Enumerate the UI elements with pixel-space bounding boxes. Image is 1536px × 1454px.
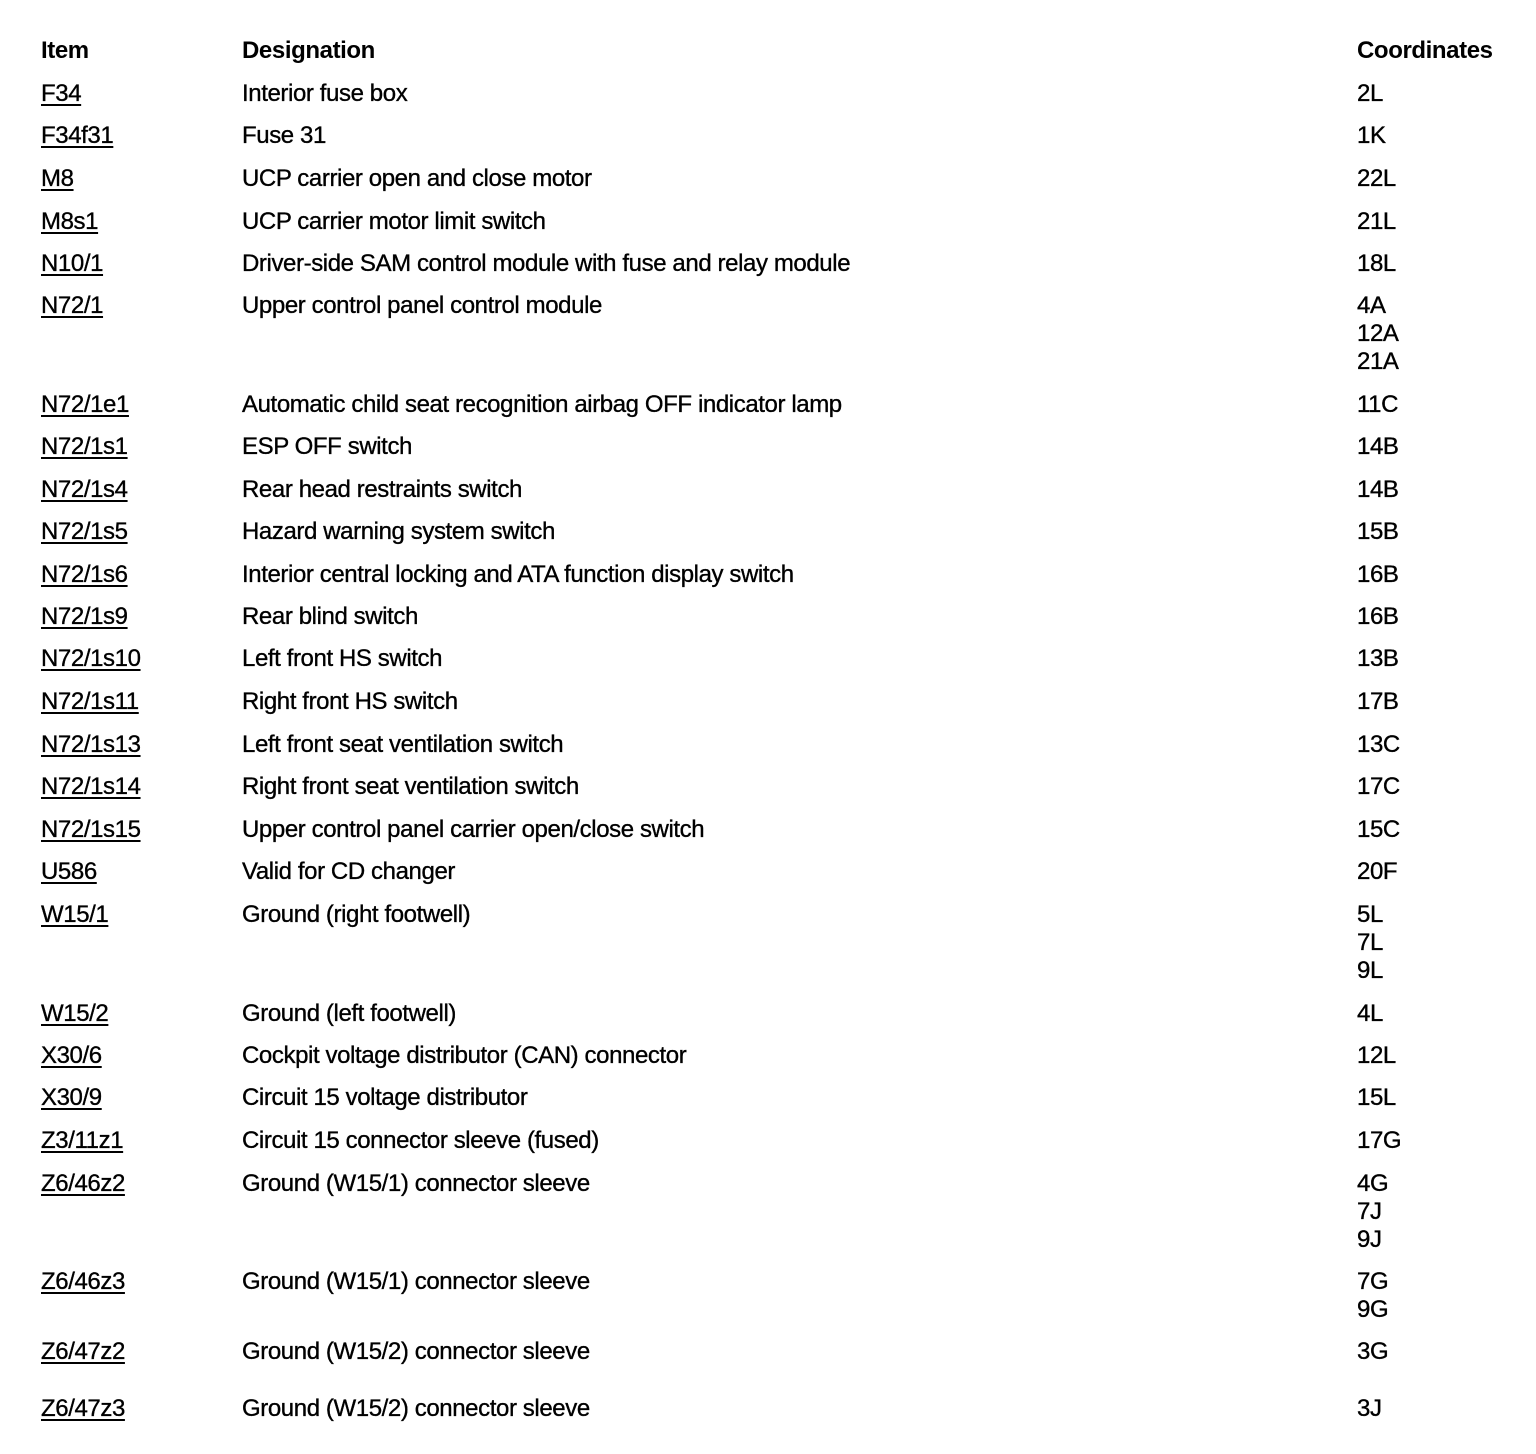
- coordinates-cell: [1357, 901, 1383, 985]
- header-coordinates: Coordinates: [1357, 37, 1493, 64]
- item-cell: [41, 1000, 108, 1028]
- designation-cell: Ground (right footwell): [242, 901, 471, 928]
- item-cell: [41, 858, 97, 886]
- coordinates-cell: [1357, 250, 1396, 278]
- coordinate-value: 2L: [1357, 80, 1383, 107]
- item-link[interactable]: N72/1s10: [41, 645, 141, 672]
- designation-cell: Driver-side SAM control module with fuse and relay module: [242, 250, 851, 277]
- designation-cell: Ground (left footwell): [242, 1000, 456, 1027]
- designation-cell: Right front seat ventilation switch: [242, 773, 579, 800]
- coordinates-cell: [1357, 80, 1383, 108]
- item-link[interactable]: W15/2: [41, 1000, 109, 1027]
- designation-cell: Automatic child seat recognition airbag OFF indicator lamp: [242, 391, 842, 418]
- coordinate-value: 17C: [1357, 773, 1400, 800]
- coordinates-cell: [1357, 816, 1400, 844]
- designation-cell: Left front seat ventilation switch: [242, 731, 564, 758]
- item-cell: [41, 391, 129, 419]
- item-cell: [41, 165, 74, 193]
- item-link[interactable]: N72/1s1: [41, 433, 128, 460]
- item-link[interactable]: M8s1: [41, 208, 99, 235]
- coordinate-value: 13B: [1357, 645, 1399, 672]
- item-link[interactable]: N72/1s11: [41, 688, 139, 715]
- coordinates-cell: [1357, 476, 1399, 504]
- coordinate-value: 12A: [1357, 320, 1399, 347]
- item-link[interactable]: Z6/47z3: [41, 1395, 125, 1422]
- coordinates-cell: [1357, 292, 1399, 376]
- coordinate-value: 1K: [1357, 122, 1386, 149]
- item-cell: [41, 80, 81, 108]
- item-cell: [41, 1268, 125, 1296]
- coordinate-value: 4G: [1357, 1170, 1389, 1197]
- designation-cell: Fuse 31: [242, 122, 326, 149]
- item-link[interactable]: Z6/46z3: [41, 1268, 125, 1295]
- designation-cell: Ground (W15/2) connector sleeve: [242, 1395, 590, 1422]
- item-link[interactable]: N72/1s4: [41, 476, 128, 503]
- coordinates-cell: [1357, 1127, 1401, 1155]
- item-cell: [41, 476, 128, 504]
- item-cell: [41, 816, 141, 844]
- coordinate-value: 9J: [1357, 1226, 1382, 1253]
- coordinate-value: 17G: [1357, 1127, 1402, 1154]
- coordinate-value: 14B: [1357, 433, 1399, 460]
- coordinate-value: 16B: [1357, 561, 1399, 588]
- item-link[interactable]: N72/1: [41, 292, 104, 319]
- item-cell: [41, 292, 103, 320]
- coordinates-cell: [1357, 1338, 1388, 1366]
- coordinate-value: 3G: [1357, 1338, 1389, 1365]
- coordinate-value: 14B: [1357, 476, 1399, 503]
- coordinate-value: 11C: [1357, 391, 1399, 418]
- item-cell: [41, 250, 103, 278]
- coordinate-value: 21L: [1357, 208, 1396, 235]
- coordinate-value: 9G: [1357, 1296, 1389, 1323]
- coordinate-value: 16B: [1357, 603, 1399, 630]
- header-item: Item: [41, 37, 89, 64]
- coordinates-cell: [1357, 858, 1397, 886]
- coordinate-value: 7J: [1357, 1198, 1382, 1225]
- item-cell: [41, 122, 113, 150]
- item-cell: [41, 518, 128, 546]
- designation-cell: Hazard warning system switch: [242, 518, 555, 545]
- designation-cell: Cockpit voltage distributor (CAN) connector: [242, 1042, 687, 1069]
- coordinates-cell: [1357, 731, 1400, 759]
- designation-cell: Upper control panel carrier open/close switch: [242, 816, 705, 843]
- item-cell: [41, 1084, 102, 1112]
- item-link[interactable]: F34f31: [41, 122, 114, 149]
- coordinates-cell: [1357, 645, 1399, 673]
- coordinates-cell: [1357, 122, 1386, 150]
- item-link[interactable]: X30/6: [41, 1042, 102, 1069]
- designation-cell: Circuit 15 connector sleeve (fused): [242, 1127, 599, 1154]
- coordinate-value: 4A: [1357, 292, 1386, 319]
- item-link[interactable]: N10/1: [41, 250, 104, 277]
- coordinate-value: 9L: [1357, 957, 1383, 984]
- item-link[interactable]: W15/1: [41, 901, 109, 928]
- item-cell: [41, 688, 139, 716]
- item-cell: [41, 1042, 102, 1070]
- coordinate-value: 17B: [1357, 688, 1399, 715]
- item-link[interactable]: M8: [41, 165, 74, 192]
- coordinates-cell: [1357, 165, 1396, 193]
- item-cell: [41, 1170, 125, 1198]
- coordinates-cell: [1357, 603, 1399, 631]
- coordinates-cell: [1357, 1000, 1383, 1028]
- coordinates-cell: [1357, 773, 1400, 801]
- item-cell: [41, 433, 128, 461]
- designation-cell: Right front HS switch: [242, 688, 458, 715]
- coordinates-cell: [1357, 561, 1399, 589]
- designation-cell: Interior central locking and ATA function display switch: [242, 561, 794, 588]
- coordinate-value: 15C: [1357, 816, 1400, 843]
- item-link[interactable]: X30/9: [41, 1084, 102, 1111]
- item-link[interactable]: N72/1e1: [41, 391, 129, 418]
- item-cell: [41, 901, 108, 929]
- coordinates-cell: [1357, 688, 1399, 716]
- item-link[interactable]: Z6/47z2: [41, 1338, 125, 1365]
- coordinate-value: 13C: [1357, 731, 1400, 758]
- designation-cell: Upper control panel control module: [242, 292, 602, 319]
- item-link[interactable]: N72/1s6: [41, 561, 128, 588]
- header-designation: Designation: [242, 37, 375, 64]
- coordinate-value: 7G: [1357, 1268, 1389, 1295]
- item-link[interactable]: Z6/46z2: [41, 1170, 125, 1197]
- designation-cell: Rear head restraints switch: [242, 476, 522, 503]
- coordinates-cell: [1357, 1084, 1396, 1112]
- coordinate-value: 5L: [1357, 901, 1383, 928]
- item-link[interactable]: N72/1s13: [41, 731, 141, 758]
- item-link[interactable]: N72/1s9: [41, 603, 128, 630]
- designation-cell: Valid for CD changer: [242, 858, 455, 885]
- item-cell: [41, 731, 141, 759]
- coordinates-cell: [1357, 1042, 1396, 1070]
- coordinate-value: 15B: [1357, 518, 1399, 545]
- item-link[interactable]: N72/1s5: [41, 518, 128, 545]
- designation-cell: UCP carrier motor limit switch: [242, 208, 546, 235]
- coordinate-value: 22L: [1357, 165, 1396, 192]
- item-cell: [41, 1395, 125, 1423]
- coordinate-value: 21A: [1357, 348, 1399, 375]
- item-cell: [41, 603, 128, 631]
- coordinate-value: 18L: [1357, 250, 1396, 277]
- coordinates-cell: [1357, 433, 1399, 461]
- coordinates-cell: [1357, 208, 1396, 236]
- coordinates-cell: [1357, 518, 1399, 546]
- item-cell: [41, 208, 98, 236]
- coordinate-value: 15L: [1357, 1084, 1396, 1111]
- item-link[interactable]: N72/1s14: [41, 773, 141, 800]
- item-cell: [41, 561, 128, 589]
- designation-cell: Ground (W15/1) connector sleeve: [242, 1170, 590, 1197]
- coordinate-value: 20F: [1357, 858, 1398, 885]
- coordinate-value: 4L: [1357, 1000, 1383, 1027]
- coordinate-value: 12L: [1357, 1042, 1396, 1069]
- coordinates-cell: [1357, 391, 1398, 419]
- item-link[interactable]: F34: [41, 80, 82, 107]
- designation-cell: Left front HS switch: [242, 645, 443, 672]
- designation-cell: UCP carrier open and close motor: [242, 165, 592, 192]
- designation-cell: Ground (W15/1) connector sleeve: [242, 1268, 590, 1295]
- designation-cell: Interior fuse box: [242, 80, 408, 107]
- item-link[interactable]: Z3/11z1: [41, 1127, 124, 1154]
- item-cell: [41, 1127, 123, 1155]
- item-cell: [41, 773, 141, 801]
- item-link[interactable]: N72/1s15: [41, 816, 141, 843]
- coordinates-cell: [1357, 1170, 1388, 1254]
- designation-cell: Ground (W15/2) connector sleeve: [242, 1338, 590, 1365]
- item-link[interactable]: U586: [41, 858, 97, 885]
- coordinates-cell: [1357, 1268, 1388, 1324]
- designation-cell: Rear blind switch: [242, 603, 418, 630]
- coordinate-value: 7L: [1357, 929, 1383, 956]
- designation-cell: Circuit 15 voltage distributor: [242, 1084, 528, 1111]
- coordinate-value: 3J: [1357, 1395, 1382, 1422]
- coordinates-cell: [1357, 1395, 1382, 1423]
- item-cell: [41, 1338, 125, 1366]
- designation-cell: ESP OFF switch: [242, 433, 412, 460]
- item-cell: [41, 645, 141, 673]
